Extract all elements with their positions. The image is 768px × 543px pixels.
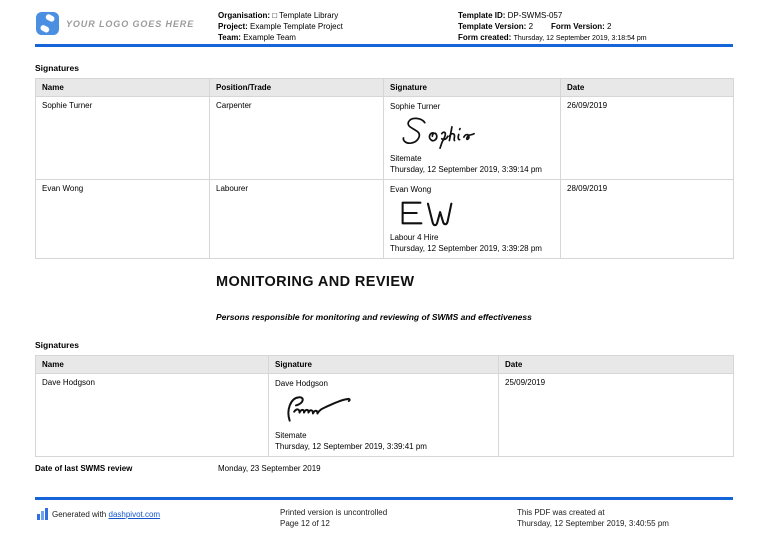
template-id-value: DP-SWMS-057: [507, 11, 563, 20]
table-row: [36, 97, 734, 180]
signature-company: Sitemate: [390, 154, 422, 163]
logo: [36, 12, 194, 35]
logo-placeholder-text: YOUR LOGO GOES HERE: [66, 18, 195, 29]
team-label: Team:: [218, 33, 241, 42]
generated-prefix: Generated with: [52, 509, 107, 519]
signatures-section-label: Signatures: [35, 340, 79, 350]
cell-signature: [384, 97, 561, 180]
header-organisation-block: [218, 10, 343, 43]
header-divider: [35, 44, 733, 47]
footer-created: [517, 507, 669, 529]
page-number: Page 12 of 12: [280, 519, 330, 528]
cell-signature: [384, 180, 561, 259]
printed-uncontrolled-text: Printed version is uncontrolled: [280, 508, 388, 517]
handwritten-signature-evan-wong: [396, 198, 458, 228]
last-review-row: [35, 464, 733, 473]
form-version-value: 2: [607, 22, 612, 31]
cell-position: Labourer: [210, 180, 384, 259]
team-line: [218, 32, 343, 43]
form-version-label: Form Version:: [551, 22, 605, 31]
versions-line: [458, 21, 647, 32]
last-review-label: Date of last SWMS review: [35, 464, 133, 473]
signature-company: Labour 4 Hire: [390, 233, 439, 242]
cell-name: Sophie Turner: [36, 97, 210, 180]
signature-name: Sophie Turner: [390, 102, 441, 111]
signature-timestamp: Thursday, 12 September 2019, 3:39:28 pm: [390, 244, 542, 253]
cell-date: 26/09/2019: [561, 97, 734, 180]
column-header-position: Position/Trade: [210, 79, 384, 97]
logo-icon: [36, 12, 59, 35]
column-header-signature: Signature: [384, 79, 561, 97]
form-created-value: Thursday, 12 September 2019, 3:18:54 pm: [513, 35, 647, 42]
footer-generated: [37, 508, 160, 520]
signature-name: Evan Wong: [390, 185, 432, 194]
project-label: Project:: [218, 22, 248, 31]
footer-printed: [280, 507, 387, 529]
column-header-name: Name: [36, 356, 269, 374]
section-heading: MONITORING AND REVIEW: [216, 274, 415, 290]
cell-date: 28/09/2019: [561, 180, 734, 259]
cell-name: Dave Hodgson: [36, 374, 269, 457]
project-value: Example Template Project: [250, 22, 343, 31]
signatures-table-2: [35, 355, 734, 457]
project-line: [218, 21, 343, 32]
document-content: [35, 63, 733, 473]
table-row: [36, 180, 734, 259]
dashpivot-link[interactable]: dashpivot.com: [108, 509, 161, 519]
pdf-created-timestamp: Thursday, 12 September 2019, 3:40:55 pm: [517, 519, 669, 528]
generated-with-text: [52, 509, 160, 520]
signatures-table-1: [35, 78, 734, 259]
column-header-date: Date: [499, 356, 734, 374]
table-header-row: [36, 356, 734, 374]
cell-date: 25/09/2019: [499, 374, 734, 457]
bar-chart-icon: [37, 508, 48, 520]
column-header-name: Name: [36, 79, 210, 97]
cell-position: Carpenter: [210, 97, 384, 180]
signature-timestamp: Thursday, 12 September 2019, 3:39:41 pm: [275, 442, 427, 451]
footer-divider: [35, 497, 733, 500]
organisation-line: [218, 10, 343, 21]
last-review-value: Monday, 23 September 2019: [218, 464, 321, 473]
form-created-label: Form created:: [458, 33, 512, 42]
organisation-value: □ Template Library: [272, 11, 339, 20]
column-header-date: Date: [561, 79, 734, 97]
signature-timestamp: Thursday, 12 September 2019, 3:39:14 pm: [390, 165, 542, 174]
section-subtitle: Persons responsible for monitoring and reviewing of SWMS and effectiveness: [216, 312, 532, 322]
column-header-signature: Signature: [269, 356, 499, 374]
table-header-row: [36, 79, 734, 97]
template-version-label: Template Version:: [458, 22, 527, 31]
template-id-line: [458, 10, 647, 21]
handwritten-signature-sophie-turner: [396, 115, 496, 149]
handwritten-signature-dave-hodgson: [281, 392, 361, 426]
team-value: Example Team: [243, 33, 296, 42]
form-created-line: [458, 32, 647, 44]
signatures-section-label: Signatures: [35, 63, 79, 73]
template-id-label: Template ID:: [458, 11, 506, 20]
header-template-block: [458, 10, 647, 44]
table-row: [36, 374, 734, 457]
cell-name: Evan Wong: [36, 180, 210, 259]
cell-signature: [269, 374, 499, 457]
signature-company: Sitemate: [275, 431, 307, 440]
template-version-value: 2: [528, 22, 534, 31]
organisation-label: Organisation:: [218, 11, 271, 20]
pdf-created-label: This PDF was created at: [517, 508, 605, 517]
signature-name: Dave Hodgson: [275, 379, 328, 388]
